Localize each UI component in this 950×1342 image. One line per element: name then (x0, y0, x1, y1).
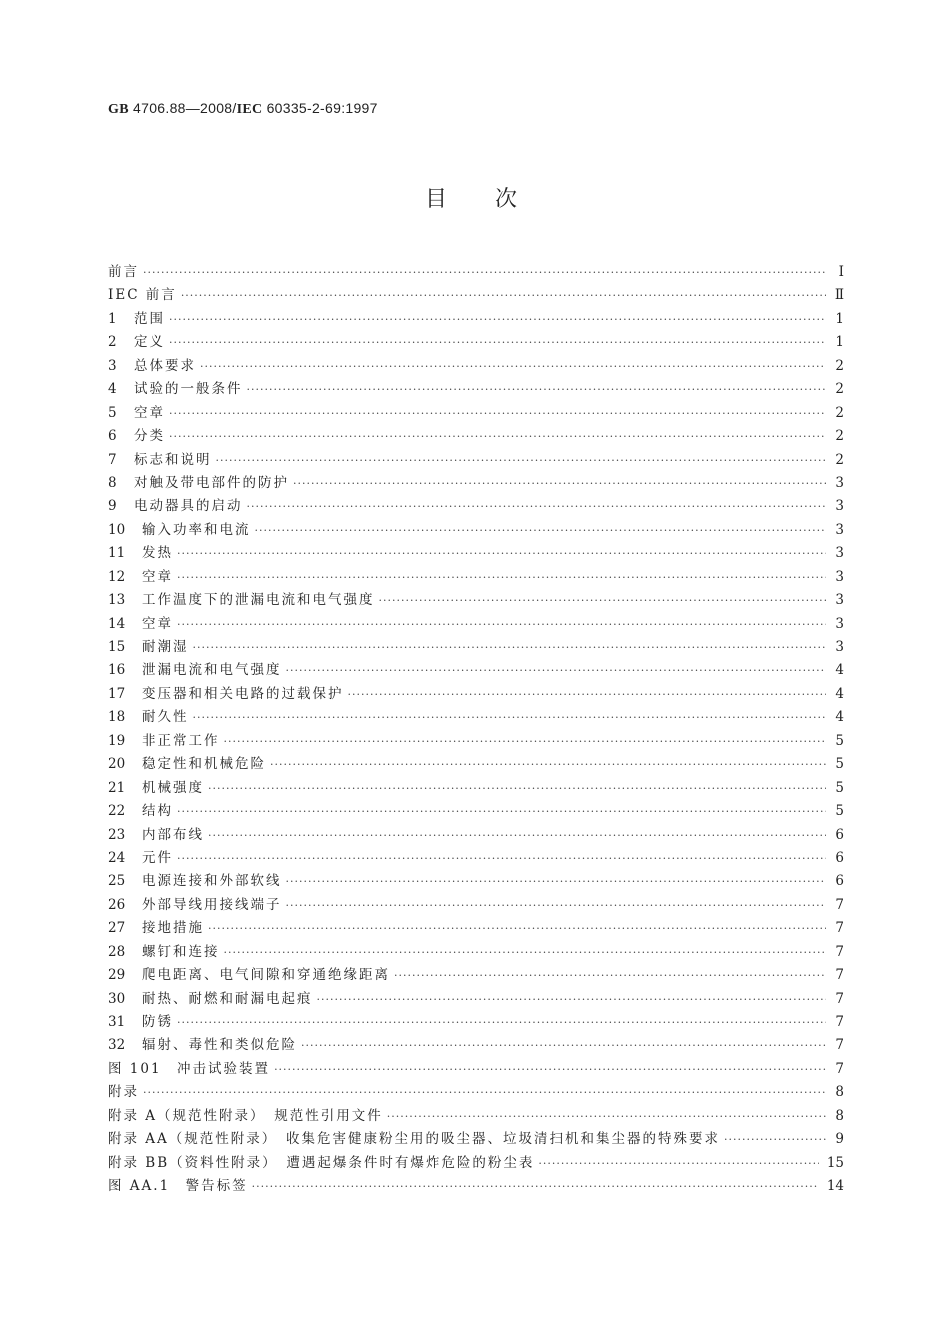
toc-entry-label: 泄漏电流和电气强度 (142, 662, 282, 679)
leader-dots (255, 524, 827, 537)
iec-prefix: IEC (236, 102, 263, 117)
leader-dots (252, 1180, 819, 1193)
toc-entry-page: 4 (835, 685, 844, 702)
toc-entry[interactable] (108, 1057, 844, 1080)
leader-dots (286, 664, 827, 677)
toc-entry-label: 前言 (108, 264, 139, 280)
toc-entry-label: 辐射、毒性和类似危险 (142, 1037, 297, 1054)
toc-entry-label: 发热 (142, 545, 173, 562)
toc-entry-label: 电动器具的启动 (134, 498, 243, 515)
toc-entry-label: 标志和说明 (134, 451, 212, 468)
leader-dots (181, 289, 826, 302)
toc-entry-label: 防锈 (142, 1014, 173, 1030)
leader-dots (208, 782, 826, 795)
toc-entry-label: 附录 (108, 1084, 139, 1101)
leader-dots (193, 711, 827, 724)
leader-dots (286, 899, 827, 912)
toc-entry-label: 机械强度 (142, 779, 204, 796)
toc-entry-number: 7 (108, 451, 117, 468)
toc-entry[interactable] (108, 612, 844, 635)
toc-entry-number: 10 (108, 521, 126, 538)
leader-dots (208, 829, 826, 842)
toc-entry-label: 外部导线用接线端子 (142, 896, 282, 913)
leader-dots (177, 618, 826, 631)
toc-entry[interactable] (108, 869, 844, 892)
toc-entry-page: 7 (835, 1060, 844, 1077)
toc-entry[interactable] (108, 588, 844, 611)
std-prefix: GB (108, 102, 129, 117)
toc-entry-page: 6 (835, 873, 844, 890)
toc-entry-page: 3 (835, 615, 844, 632)
toc-entry[interactable] (108, 963, 844, 986)
toc-entry-label: 范围 (134, 310, 165, 327)
toc-entry-number: 25 (108, 873, 126, 890)
toc-entry[interactable] (108, 893, 844, 916)
toc-entry-page: 1 (835, 310, 844, 327)
toc-entry-page: 2 (835, 381, 844, 398)
toc-entry-number: 16 (108, 662, 126, 679)
toc-entry-label: 分类 (134, 428, 165, 445)
toc-entry-label: 结构 (142, 803, 173, 820)
toc-entry-label: 耐热、耐燃和耐漏电起痕 (142, 990, 313, 1007)
leader-dots (274, 1063, 826, 1076)
toc-entry[interactable] (108, 541, 844, 564)
toc-entry-number: 13 (108, 592, 126, 609)
toc-entry-number: 28 (108, 943, 126, 960)
toc-entry-number: 20 (108, 756, 126, 773)
leader-dots (177, 852, 826, 865)
toc-entry-number: 23 (108, 826, 126, 843)
toc-entry[interactable] (108, 1127, 844, 1150)
toc-entry-page: 3 (835, 545, 844, 562)
leader-dots (379, 594, 827, 607)
leader-dots (301, 1039, 826, 1052)
toc-entry[interactable] (108, 401, 844, 424)
toc-entry-label: 附录 A（规范性附录） 规范性引用文件 (108, 1107, 383, 1124)
toc-entry-page: 9 (835, 1131, 844, 1148)
toc-entry-label: 耐潮湿 (142, 639, 189, 655)
toc-entry-number: 26 (108, 896, 126, 913)
standard-number (108, 100, 378, 118)
toc-entry-number: 24 (108, 849, 126, 866)
toc-entry[interactable] (108, 330, 844, 353)
toc-entry-page: 3 (835, 639, 844, 655)
toc-entry-label: 图 AA.1 警告标签 (108, 1178, 248, 1195)
toc-entry-page: 2 (835, 357, 844, 374)
toc-entry-number: 12 (108, 568, 126, 585)
toc-entry-page: 2 (835, 451, 844, 468)
toc-entry-label: 内部布线 (142, 826, 204, 843)
toc-entry-page: 8 (835, 1084, 844, 1101)
toc-entry[interactable] (108, 987, 844, 1010)
leader-dots (394, 969, 826, 982)
toc-entry-label: 附录 AA（规范性附录） 收集危害健康粉尘用的吸尘器、垃圾清扫机和集尘器的特殊要求 (108, 1131, 721, 1148)
leader-dots (293, 477, 826, 490)
toc-entry[interactable] (108, 1033, 844, 1056)
leader-dots (200, 360, 826, 373)
toc-entry-number: 32 (108, 1037, 126, 1054)
leader-dots (177, 571, 826, 584)
toc-entry-page: Ⅱ (834, 287, 844, 304)
toc-entry-page: 5 (835, 732, 844, 749)
leader-dots (224, 735, 827, 748)
toc-entry-page: Ⅰ (838, 264, 844, 280)
toc-entry-label: 元件 (142, 849, 173, 866)
toc-entry-number: 27 (108, 920, 126, 937)
toc-entry-page: 8 (835, 1107, 844, 1124)
toc-entry[interactable] (108, 518, 844, 541)
toc-entry-label: 稳定性和机械危险 (142, 756, 266, 773)
leader-dots (169, 430, 826, 443)
leader-dots (169, 336, 826, 349)
toc-entry[interactable] (108, 682, 844, 705)
toc-entry-label: 对触及带电部件的防护 (134, 474, 289, 491)
leader-dots (224, 946, 827, 959)
toc-entry-label: 接地措施 (142, 920, 204, 937)
toc-entry-page: 2 (835, 404, 844, 421)
toc-entry-page: 15 (826, 1154, 844, 1171)
leader-dots (177, 1016, 826, 1029)
toc-entry-label: 总体要求 (134, 357, 196, 374)
toc-entry[interactable] (108, 705, 844, 728)
toc-entry-page: 1 (835, 334, 844, 351)
toc-entry-page: 7 (835, 1037, 844, 1054)
toc-entry[interactable] (108, 846, 844, 869)
toc-entry[interactable] (108, 377, 844, 400)
leader-dots (724, 1133, 826, 1146)
toc-entry-number: 18 (108, 709, 126, 726)
toc-entry[interactable] (108, 283, 844, 306)
toc-entry-label: 试验的一般条件 (134, 381, 243, 398)
toc-entry[interactable] (108, 752, 844, 775)
toc-entry-label: 附录 BB（资料性附录） 遭遇起爆条件时有爆炸危险的粉尘表 (108, 1154, 535, 1171)
toc-entry[interactable] (108, 448, 844, 471)
toc-entry[interactable] (108, 635, 844, 658)
toc-entry-number: 3 (108, 357, 117, 374)
toc-entry-page: 5 (835, 756, 844, 773)
toc-entry-page: 3 (835, 568, 844, 585)
toc-entry[interactable] (108, 658, 844, 681)
leader-dots (387, 1110, 826, 1123)
table-of-contents (108, 260, 844, 1198)
toc-entry-page: 7 (835, 943, 844, 960)
leader-dots (143, 1086, 826, 1099)
toc-entry-label: 输入功率和电流 (142, 521, 251, 538)
std-number: 4706.88—2008/ (133, 100, 237, 116)
toc-entry[interactable] (108, 1080, 844, 1103)
toc-entry-number: 19 (108, 732, 126, 749)
toc-entry[interactable] (108, 471, 844, 494)
leader-dots (348, 688, 827, 701)
leader-dots (169, 313, 826, 326)
toc-entry-label: 空章 (142, 568, 173, 585)
toc-entry-number: 6 (108, 428, 117, 445)
toc-entry-label: 空章 (134, 404, 165, 421)
toc-entry-number: 15 (108, 639, 126, 655)
leader-dots (208, 922, 826, 935)
toc-entry-number: 5 (108, 404, 117, 421)
toc-entry-number: 2 (108, 334, 117, 351)
toc-entry-number: 14 (108, 615, 126, 632)
toc-entry-label: 爬电距离、电气间隙和穿通绝缘距离 (142, 967, 390, 984)
toc-entry-number: 8 (108, 474, 117, 491)
leader-dots (177, 805, 826, 818)
toc-entry-page: 6 (835, 826, 844, 843)
toc-entry[interactable] (108, 940, 844, 963)
leader-dots (270, 758, 826, 771)
toc-entry-page: 14 (826, 1178, 844, 1195)
toc-entry[interactable] (108, 823, 844, 846)
toc-entry[interactable] (108, 1104, 844, 1127)
leader-dots (247, 383, 827, 396)
toc-entry-number: 4 (108, 381, 117, 398)
toc-entry-number: 9 (108, 498, 117, 515)
toc-entry-label: 变压器和相关电路的过载保护 (142, 685, 344, 702)
toc-entry-page: 7 (835, 896, 844, 913)
toc-entry-page: 3 (835, 592, 844, 609)
toc-entry[interactable] (108, 799, 844, 822)
toc-entry-label: 工作温度下的泄漏电流和电气强度 (142, 592, 375, 609)
toc-entry-page: 6 (835, 849, 844, 866)
toc-entry[interactable] (108, 565, 844, 588)
toc-entry-page: 3 (835, 474, 844, 491)
toc-entry[interactable] (108, 260, 844, 283)
toc-entry-number: 11 (108, 545, 126, 562)
toc-entry-number: 1 (108, 310, 117, 327)
leader-dots (143, 266, 826, 279)
toc-entry-number: 17 (108, 685, 126, 702)
toc-entry-label: 非正常工作 (142, 732, 220, 749)
toc-entry[interactable] (108, 1174, 844, 1197)
toc-entry[interactable] (108, 1010, 844, 1033)
iec-number: 60335-2-69:1997 (266, 100, 378, 116)
leader-dots (317, 993, 827, 1006)
toc-entry[interactable] (108, 494, 844, 517)
toc-entry-page: 3 (835, 521, 844, 538)
leader-dots (193, 641, 827, 654)
toc-entry-label: 耐久性 (142, 709, 189, 726)
toc-entry-number: 30 (108, 990, 126, 1007)
toc-entry-label: 电源连接和外部软线 (142, 873, 282, 890)
toc-entry-number: 21 (108, 779, 126, 796)
toc-entry[interactable] (108, 354, 844, 377)
toc-entry-page: 3 (835, 498, 844, 515)
toc-entry[interactable] (108, 1151, 844, 1174)
toc-entry-page: 2 (835, 428, 844, 445)
toc-entry-page: 7 (835, 990, 844, 1007)
toc-entry-label: 定义 (134, 334, 165, 351)
toc-entry-page: 4 (835, 709, 844, 726)
toc-entry-label: 螺钉和连接 (142, 943, 220, 960)
toc-entry-number: 29 (108, 967, 126, 984)
toc-entry-page: 5 (835, 779, 844, 796)
leader-dots (169, 407, 826, 420)
leader-dots (538, 1157, 818, 1170)
toc-entry-page: 7 (835, 967, 844, 984)
leader-dots (216, 454, 827, 467)
toc-entry[interactable] (108, 776, 844, 799)
toc-entry-label: 空章 (142, 615, 173, 632)
toc-entry-number: 31 (108, 1014, 126, 1030)
toc-entry[interactable] (108, 729, 844, 752)
toc-entry-page: 4 (835, 662, 844, 679)
toc-entry[interactable] (108, 307, 844, 330)
toc-entry-number: 22 (108, 803, 126, 820)
leader-dots (286, 875, 827, 888)
toc-entry-page: 7 (835, 1014, 844, 1030)
toc-entry[interactable] (108, 916, 844, 939)
leader-dots (177, 547, 826, 560)
leader-dots (247, 500, 827, 513)
toc-entry-page: 5 (835, 803, 844, 820)
toc-entry-label: 图 101 冲击试验装置 (108, 1060, 271, 1077)
toc-entry-page: 7 (835, 920, 844, 937)
toc-entry-label: IEC 前言 (108, 287, 177, 304)
page-title: 目次 (424, 187, 565, 212)
toc-entry[interactable] (108, 424, 844, 447)
